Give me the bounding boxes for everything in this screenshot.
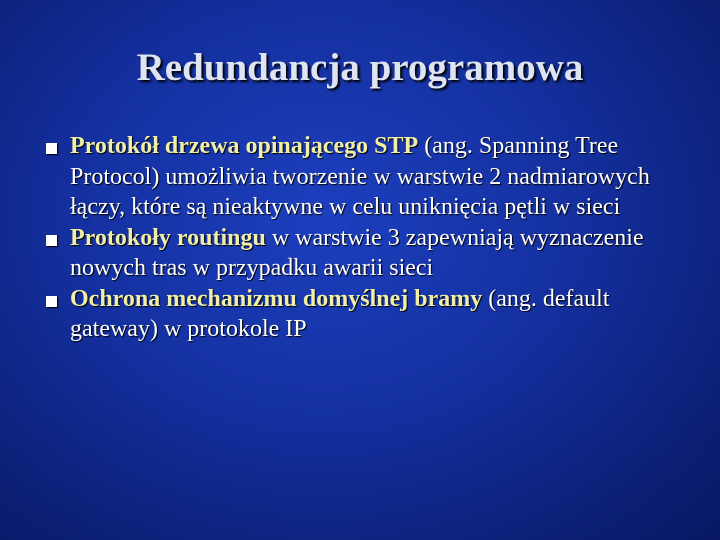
bullet-emphasis: Protokół drzewa opinającego STP <box>70 133 419 159</box>
bullet-item-gateway <box>44 284 664 345</box>
square-bullet-icon <box>46 296 57 307</box>
bullet-item-routing <box>44 223 664 284</box>
bullet-text: (ang. Spanning Tree Protocol) umożliwia tworzenie w warstwie 2 nadmiarowych łączy, które są nieaktywne w celu uniknięcia pętli w sieci <box>70 133 650 220</box>
bullet-emphasis: Ochrona mechanizmu domyślnej bramy <box>70 285 483 312</box>
bullet-emphasis: Protokoły routingu <box>70 224 266 251</box>
bullet-text: (ang. default gateway) w protokole IP <box>70 285 610 342</box>
square-bullet-icon <box>46 235 57 246</box>
square-bullet-icon <box>46 143 57 154</box>
bullet-list <box>44 131 664 345</box>
bullet-item-stp <box>44 131 664 223</box>
bullet-text: w warstwie 3 zapewniają wyznaczenie nowych tras w przypadku awarii sieci <box>70 224 644 281</box>
slide-title: Redundancja programowa <box>136 46 584 89</box>
